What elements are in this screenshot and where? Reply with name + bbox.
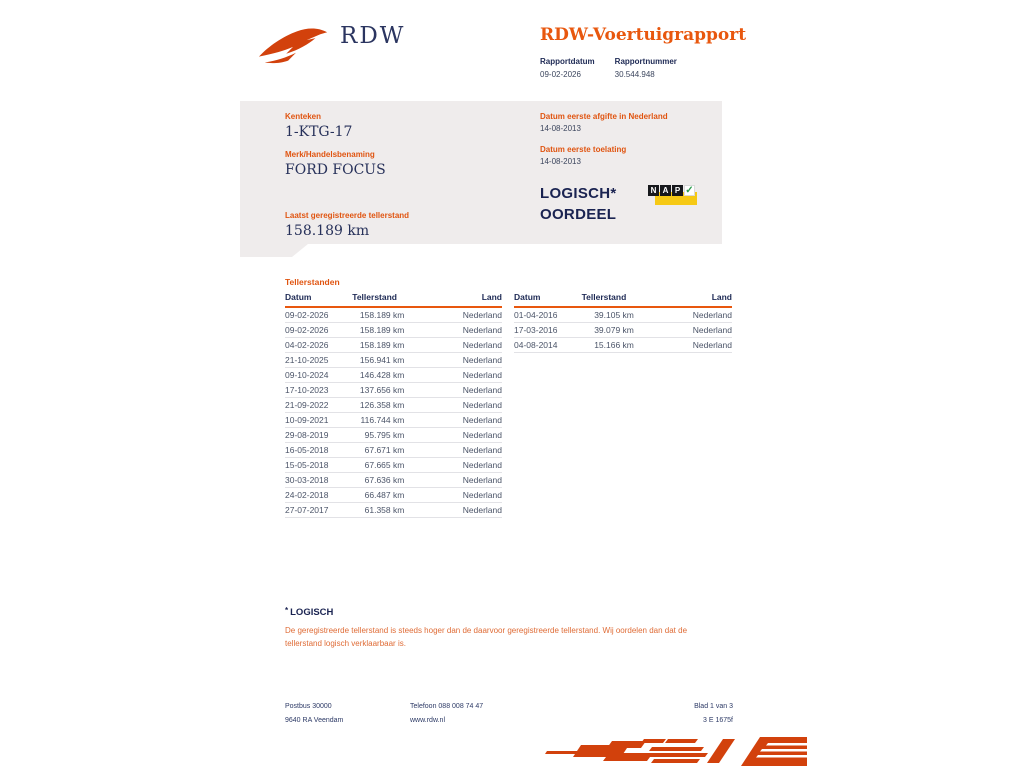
column-header-datum: Datum <box>514 290 582 307</box>
nap-letter-a: A <box>660 185 671 196</box>
cell-mileage: 95.795 km <box>352 428 404 443</box>
cell-mileage: 67.636 km <box>352 473 404 488</box>
rdw-logo <box>256 22 405 66</box>
table-row <box>285 307 502 323</box>
note-asterisk: * <box>285 606 289 615</box>
eerste-toelating-value: 14-08-2013 <box>540 157 581 166</box>
cell-country: Nederland <box>404 473 502 488</box>
table-row <box>285 353 502 368</box>
table-row <box>514 338 732 353</box>
table-row <box>285 338 502 353</box>
column-header-land: Land <box>634 290 732 307</box>
eerste-afgifte-value: 14-08-2013 <box>540 124 581 133</box>
table-row <box>285 488 502 503</box>
cell-date: 15-05-2018 <box>285 458 352 473</box>
kenteken-value: 1-KTG-17 <box>285 124 353 140</box>
column-header-tellerstand: Tellerstand <box>582 290 634 307</box>
kenteken-label: Kenteken <box>285 112 322 121</box>
logisch-note-body: De geregistreerde tellerstand is steeds hoger dan de daarvoor geregistreerde tellerstand. Wij oordelen dan dat de tellerstand logisch verklaarbaar is. <box>285 626 688 648</box>
cell-country: Nederland <box>404 368 502 383</box>
cell-date: 29-08-2019 <box>285 428 352 443</box>
cell-mileage: 39.105 km <box>582 307 634 323</box>
cell-date: 09-10-2024 <box>285 368 352 383</box>
laatste-tellerstand-value: 158.189 km <box>285 223 370 239</box>
nap-letter-p: P <box>672 185 683 196</box>
nap-letter-n: N <box>648 185 659 196</box>
cell-date: 17-03-2016 <box>514 323 582 338</box>
table-row <box>285 428 502 443</box>
vehicle-panel-left-column <box>285 112 525 249</box>
table-row <box>514 323 732 338</box>
report-date-value: 09-02-2026 <box>540 70 581 79</box>
oordeel-line1: LOGISCH* <box>540 185 617 202</box>
mileage-table-left <box>285 290 502 518</box>
footer-phone: Telefoon 088 008 74 47 <box>410 703 484 710</box>
laatste-tellerstand-label: Laatst geregistreerde tellerstand <box>285 211 410 220</box>
cell-date: 09-02-2026 <box>285 323 352 338</box>
table-header-row <box>285 290 502 307</box>
footer-page-indicator: Blad 1 van 3 <box>694 703 733 710</box>
note-title-text: LOGISCH <box>290 607 334 618</box>
cell-date: 09-02-2026 <box>285 307 352 323</box>
footer-address <box>285 700 343 728</box>
cell-mileage: 126.358 km <box>352 398 404 413</box>
column-header-land: Land <box>404 290 502 307</box>
cell-country: Nederland <box>634 323 732 338</box>
footer-postbus: Postbus 30000 <box>285 703 332 710</box>
table-row <box>285 398 502 413</box>
document-title: RDW-Voertuigrapport <box>540 25 747 45</box>
cell-date: 16-05-2018 <box>285 443 352 458</box>
oordeel-line2: OORDEEL <box>540 206 617 223</box>
cell-date: 01-04-2016 <box>514 307 582 323</box>
report-meta <box>540 57 695 79</box>
column-header-datum: Datum <box>285 290 352 307</box>
cell-date: 24-02-2018 <box>285 488 352 503</box>
table-row <box>285 473 502 488</box>
eerste-afgifte-label: Datum eerste afgifte in Nederland <box>540 112 668 121</box>
cell-mileage: 146.428 km <box>352 368 404 383</box>
eerste-toelating-label: Datum eerste toelating <box>540 145 627 154</box>
rdw-stripes-motif-icon <box>545 737 807 768</box>
report-date-label: Rapportdatum <box>540 57 595 66</box>
tellerstanden-section-title: Tellerstanden <box>285 277 340 287</box>
nap-letter-tiles <box>648 185 696 196</box>
logisch-note <box>285 606 715 650</box>
footer-contact <box>410 700 483 728</box>
cell-country: Nederland <box>634 307 732 323</box>
footer-form-code: 3 E 1675f <box>703 717 733 724</box>
cell-mileage: 158.189 km <box>352 338 404 353</box>
cell-country: Nederland <box>404 307 502 323</box>
table-header-row <box>514 290 732 307</box>
footer-page-info <box>694 700 733 728</box>
report-number-value: 30.544.948 <box>614 70 655 79</box>
table-row <box>514 307 732 323</box>
oordeel-verdict <box>540 183 740 225</box>
cell-mileage: 137.656 km <box>352 383 404 398</box>
footer-city: 9640 RA Veendam <box>285 717 344 724</box>
cell-country: Nederland <box>404 383 502 398</box>
vehicle-panel-right-column <box>540 112 740 225</box>
column-header-tellerstand: Tellerstand <box>352 290 404 307</box>
cell-mileage: 158.189 km <box>352 307 404 323</box>
cell-country: Nederland <box>404 503 502 518</box>
table-row <box>285 323 502 338</box>
merk-label: Merk/Handelsbenaming <box>285 150 375 159</box>
cell-country: Nederland <box>634 338 732 353</box>
cell-mileage: 116.744 km <box>352 413 404 428</box>
merk-value: FORD FOCUS <box>285 162 386 178</box>
logisch-note-title <box>285 606 715 618</box>
cell-country: Nederland <box>404 443 502 458</box>
cell-date: 10-09-2021 <box>285 413 352 428</box>
report-number-block <box>615 57 677 79</box>
cell-date: 21-09-2022 <box>285 398 352 413</box>
cell-country: Nederland <box>404 488 502 503</box>
mileage-table-right <box>514 290 732 353</box>
cell-mileage: 67.665 km <box>352 458 404 473</box>
cell-country: Nederland <box>404 353 502 368</box>
cell-date: 04-08-2014 <box>514 338 582 353</box>
cell-date: 30-03-2018 <box>285 473 352 488</box>
cell-mileage: 67.671 km <box>352 443 404 458</box>
rdw-logo-text: RDW <box>340 23 406 49</box>
table-row <box>285 368 502 383</box>
cell-date: 27-07-2017 <box>285 503 352 518</box>
cell-country: Nederland <box>404 398 502 413</box>
report-number-label: Rapportnummer <box>614 57 677 66</box>
cell-date: 17-10-2023 <box>285 383 352 398</box>
table-row <box>285 503 502 518</box>
cell-mileage: 156.941 km <box>352 353 404 368</box>
table-row <box>285 413 502 428</box>
cell-country: Nederland <box>404 338 502 353</box>
nap-logo <box>648 185 700 207</box>
cell-mileage: 61.358 km <box>352 503 404 518</box>
cell-date: 04-02-2026 <box>285 338 352 353</box>
cell-mileage: 66.487 km <box>352 488 404 503</box>
cell-mileage: 15.166 km <box>582 338 634 353</box>
nap-check-icon: ✓ <box>685 185 694 196</box>
rdw-wing-icon <box>256 22 332 66</box>
footer-website-link[interactable]: www.rdw.nl <box>410 717 446 724</box>
table-row <box>285 458 502 473</box>
report-date-block <box>540 57 595 79</box>
table-row <box>285 383 502 398</box>
cell-date: 21-10-2025 <box>285 353 352 368</box>
table-row <box>285 443 502 458</box>
cell-mileage: 158.189 km <box>352 323 404 338</box>
vehicle-summary-panel <box>240 101 722 244</box>
cell-mileage: 39.079 km <box>582 323 634 338</box>
cell-country: Nederland <box>404 428 502 443</box>
cell-country: Nederland <box>404 413 502 428</box>
cell-country: Nederland <box>404 323 502 338</box>
cell-country: Nederland <box>404 458 502 473</box>
